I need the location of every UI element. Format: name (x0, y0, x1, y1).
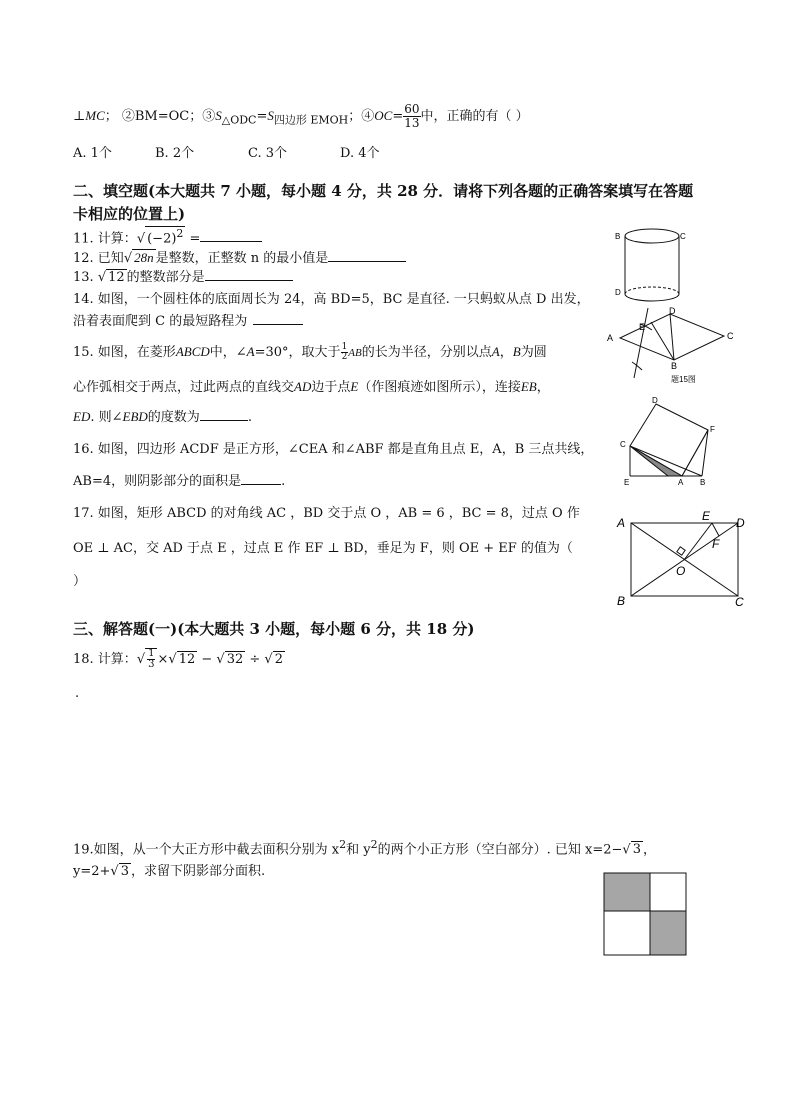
question-17-line2: OE ⊥ AC，交 AD 于点 E ，过点 E 作 EF ⊥ BD，垂足为 F，则 OE + EF 的值为（ (73, 541, 573, 556)
cylinder-bottom-front (625, 294, 679, 301)
squares-figure (603, 872, 689, 958)
question-11: 11. 计算：√ $(-2)^2$ = (73, 226, 262, 246)
cylinder-bottom-back (625, 287, 679, 294)
question-19-line2: y=2+√ 3 ，求留下阴影部分面积. (73, 864, 266, 879)
q10-option-a: A. 1个 (73, 146, 112, 161)
question-17-line3: ） (73, 574, 87, 589)
cyl-label-c: C (680, 232, 686, 241)
rhombus-figure (604, 306, 744, 390)
cyl-label-b: B (615, 232, 621, 241)
segment-oe (684, 523, 712, 560)
section2-title-line2: 卡相应的位置上) (73, 205, 186, 223)
rhombus-label-d: D (669, 306, 676, 316)
question-14-line1: 14. 如图，一个圆柱体的底面周长为 24，高 BD=5，BC 是直径. 一只蚂蚁从点 D 出发， (73, 292, 590, 307)
cylinder-top-ellipse (625, 229, 679, 243)
square-figure (612, 394, 722, 486)
rhombus-label-e: E (639, 322, 646, 332)
rhombus-label-a: A (607, 333, 614, 343)
rhombus-label-b: B (671, 361, 678, 371)
rect-label-o: O (676, 564, 686, 578)
q10-option-d: D. 4个 (340, 146, 380, 161)
rect-label-b: B (617, 594, 626, 608)
rect-label-e: E (702, 509, 711, 523)
question-16-line1: 16. 如图，四边形 ACDF 是正方形，∠CEA 和∠ABF 都是直角且点 E，A，B 三点共线， (73, 442, 594, 457)
question-15-line2: 心作弧相交于两点，过此两点的直线交AD边于点E（作图痕迹如图所示），连接EB， (73, 379, 550, 395)
question-15-line1: 15. 如图，在菱形ABCD中，∠A=30°，取大于 $\frac{1}{2}AB$的长为半径，分别以点A，B为圆 (73, 342, 547, 362)
question-17-line1: 17. 如图，矩形 ABCD 的对角线 AC ，BD 交于点 O ，AB = 6 ，BC = 8，过点 O 作 (73, 506, 580, 521)
segment-ef (712, 523, 719, 536)
q10-option-b: B. 2个 (155, 146, 195, 161)
q10-option-c: C. 3个 (248, 146, 288, 161)
perpendicular-bisector (634, 308, 648, 378)
question-18: 18. 计算：√ $\frac{1}{3}$ ×√ 12 − √ 32 ÷ √ 2 (73, 648, 283, 670)
section3-title: 三、解答题(一)(本大题共 3 小题，每小题 6 分，共 18 分) (73, 620, 475, 638)
question-14-line2: 沿着表面爬到 C 的最短路程为 (73, 310, 303, 329)
question-15-line3: ED. 则∠EBD的度数为 . (73, 409, 252, 425)
rect-label-d: D (736, 516, 745, 530)
sq-label-e: E (624, 478, 630, 486)
shaded-bottom-right (650, 911, 686, 955)
sq-label-f: F (710, 425, 715, 434)
rect-label-a: A (617, 516, 626, 530)
question-18-dot: . (75, 686, 80, 701)
section2-title-line1: 二、填空题(本大题共 7 小题，每小题 4 分，共 28 分．请将下列各题的正确答案填写在答题 (73, 182, 694, 200)
shaded-top-left (604, 873, 650, 911)
rectangle-figure (614, 508, 754, 608)
sq-label-b: B (700, 478, 706, 486)
rect-label-c: C (735, 595, 744, 608)
right-angle-o (677, 547, 685, 555)
segment-eb (651, 322, 674, 360)
rect-label-f: F (712, 537, 720, 551)
fraction-60-13: $\frac{60}{13}$ (404, 102, 420, 130)
rhombus-label-c: C (727, 331, 734, 341)
sq-label-c: C (620, 440, 626, 449)
question-12: 12. 已知√ 28n 是整数，正整数 n 的最小值是 (73, 247, 406, 266)
sq-label-d: D (652, 396, 658, 405)
question-16-line2: AB=4，则阴影部分的面积是 . (73, 474, 286, 489)
q10-statements: ⊥MC； ②BM=OC；$③S_{\triangle ODC}=S_{四边形 EMOH}$；④OC= $\frac{60}{13}$中，正确的有（ ） (73, 102, 529, 130)
sq-label-a: A (678, 478, 684, 486)
question-13: 13. √ 12 的整数部分是 (73, 266, 293, 285)
segment-fb (702, 430, 708, 476)
segment-db (670, 314, 674, 360)
rhombus-caption: 题15图 (671, 375, 696, 384)
cyl-label-d: D (615, 288, 621, 297)
question-19-line1: 19.如图，从一个大正方形中截去面积分别为 $x^2$和 $y^2$的两个小正方形（空白部分）. 已知 x=2−√ 3 ， (73, 838, 657, 858)
